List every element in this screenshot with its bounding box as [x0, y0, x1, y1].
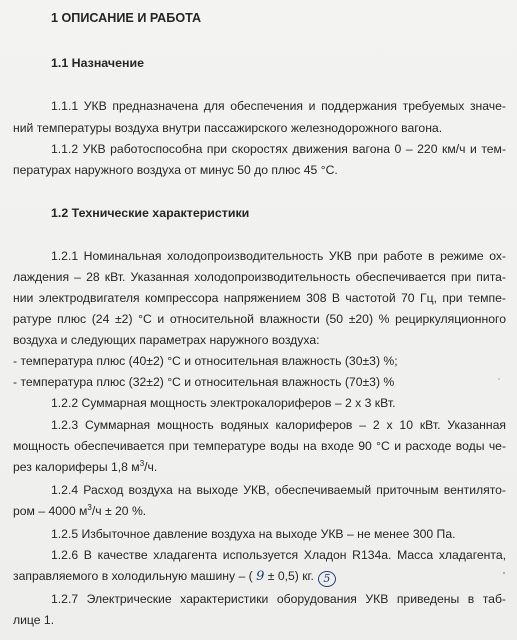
- para-1-1-1-line-2: ний температуры воздуха внутри пассажирского железнодорожного вагона.: [13, 121, 443, 135]
- handwritten-mass-value: 9: [256, 569, 265, 584]
- para-1-2-7-line-1: 1.2.7 Электрические характеристики оборудования УКВ приведены в таб-: [51, 592, 506, 606]
- para-1-2-3-line-2: мощность обеспечивается при температуре воды на входе 90 °С и расходе воды че-: [13, 439, 506, 453]
- subsection-title-purpose: 1.1 Назначение: [51, 56, 144, 70]
- refrigerant-unit: ± 0,5) кг.: [264, 569, 314, 583]
- superscript: 3: [139, 459, 145, 468]
- flow-text: рез калориферы 1,8 м: [13, 460, 140, 474]
- para-1-1-2-line-2: пературах наружного воздуха от минус 50 до плюс 45 °С.: [13, 163, 338, 177]
- para-1-2-3-line-3: [13, 459, 517, 475]
- para-1-2-1-line-3: нии электродвигателя компрессора напряжением 308 В частотой 70 Гц, при темпе-: [13, 291, 506, 305]
- para-1-2-1-bullet-2: - температура плюс (32±2) °С и относительная влажность (70±3) %: [13, 375, 395, 389]
- handwritten-circled-mark: 5: [318, 571, 336, 587]
- para-1-1-1-line-1: 1.1.1 УКВ предназначена для обеспечения и поддержания требуемых значе-: [51, 99, 506, 113]
- para-1-2-3-line-1: 1.2.3 Суммарная мощность водяных калориферов – 2 х 10 кВт. Указанная: [51, 418, 506, 432]
- para-1-2-1-line-2: лаждения – 28 кВт. Указанная холодопроизводительность обеспечивается при пита-: [13, 270, 506, 284]
- para-1-2-1-line-5: воздуха и следующих параметрах наружного воздуха:: [13, 333, 320, 347]
- section-title: 1 ОПИСАНИЕ И РАБОТА: [51, 11, 202, 25]
- superscript: 3: [87, 503, 92, 512]
- refrigerant-text: заправляемого в холодильную машину – (: [13, 569, 257, 583]
- para-1-2-2: 1.2.2 Суммарная мощность электрокалориферов – 2 х 3 кВт.: [51, 396, 396, 410]
- para-1-2-1-line-1: 1.2.1 Номинальная холодопроизводительность УКВ при работе в режиме ох-: [51, 249, 506, 263]
- para-1-2-7-line-2: лице 1.: [13, 613, 55, 627]
- subsection-title-specs: 1.2 Технические характеристики: [51, 206, 250, 220]
- para-1-2-6-line-1: 1.2.6 В качестве хладагента используется Хладон R134a. Масса хладагента,: [51, 548, 506, 562]
- scan-speck: [503, 572, 505, 574]
- para-1-2-1-bullet-1: - температура плюс (40±2) °С и относительная влажность (30±3) %;: [13, 354, 398, 368]
- para-1-2-5: 1.2.5 Избыточное давление воздуха на выходе УКВ – не менее 300 Па.: [51, 527, 456, 541]
- flow-unit: /ч.: [144, 460, 158, 474]
- para-1-2-4-line-1: 1.2.4 Расход воздуха на выходе УКВ, обеспечиваемый приточным вентилято-: [51, 483, 506, 497]
- para-1-2-1-line-4: ратуре плюс (24 ±2) °С и относительной влажности (50 ±20) % рециркуляционного: [13, 312, 506, 326]
- airflow-unit: /ч ± 20 %.: [91, 504, 147, 518]
- para-1-1-2-line-1: 1.1.2 УКВ работоспособна при скоростях движения вагона 0 – 220 км/ч и тем-: [51, 142, 506, 156]
- scan-speck: [498, 378, 500, 380]
- airflow-text: ром – 4000 м: [13, 504, 88, 518]
- para-1-2-4-line-2: [13, 503, 517, 519]
- para-1-2-6-line-2: [13, 568, 517, 587]
